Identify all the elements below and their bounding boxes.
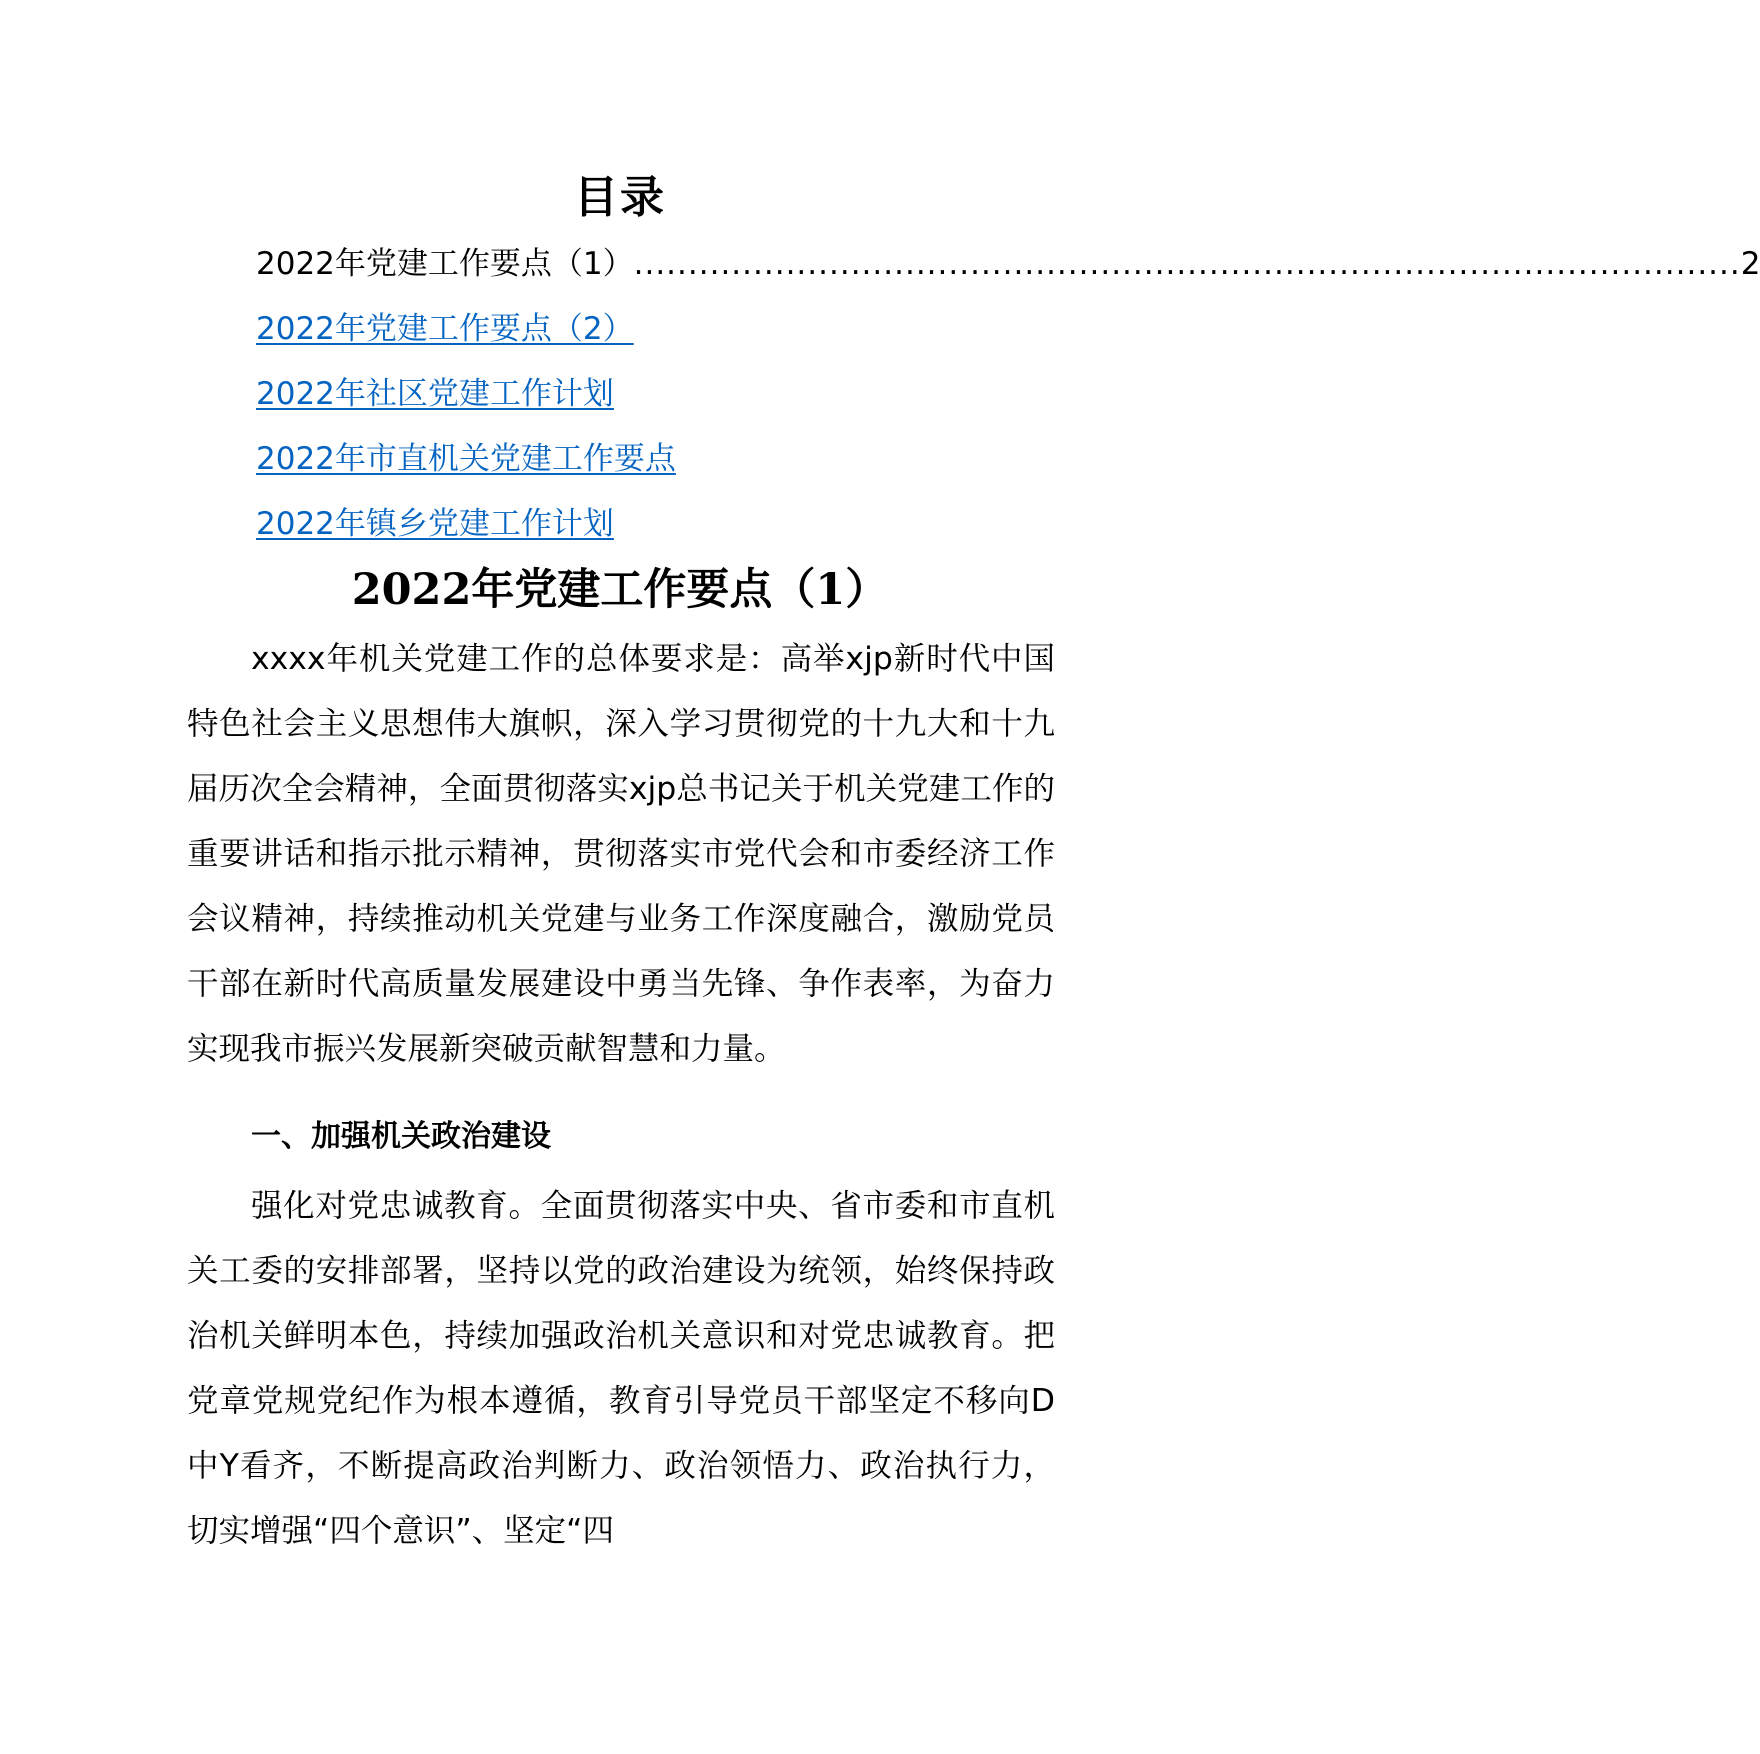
intro-paragraph: xxxx年机关党建工作的总体要求是：高举xjp新时代中国特色社会主义思想伟大旗帜，深入学习贯彻党的十九大和十九届历次全会精神，全面贯彻落实xjp总书记关于机关党建工作的重要讲话和指示批示精神，贯彻落实市党代会和市委经济工作会议精神，持续推动机关党建与业务工作深度融合，激励党员干部在新时代高质量发展建设中勇当先锋、争作表率，为奋力实现我市振兴发展新突破贡献智慧和力量。 [187,641,1055,1067]
section-heading: 一、加强机关政治建设 [251,1119,551,1154]
toc-link-5[interactable]: 2022年镇乡党建工作计划 [256,506,614,542]
toc-leader-dots: ...................................................................................................... [633,246,1741,282]
toc-entry-label: 2022年党建工作要点（1） [256,246,634,282]
toc-link-3[interactable]: 2022年社区党建工作计划 [256,376,614,412]
toc-entry-4[interactable] [256,427,1051,492]
toc-entry-1[interactable] [256,232,1760,297]
toc-title: 目录 [574,172,666,223]
toc-link-4[interactable]: 2022年市直机关党建工作要点 [256,441,676,477]
toc-entry-5[interactable] [256,492,1051,557]
toc-page-number: 2 [1740,246,1760,282]
toc-entry-3[interactable] [256,362,1051,427]
toc-link-2[interactable]: 2022年党建工作要点（2） [256,311,634,347]
document-title: 2022年党建工作要点（1） [351,565,889,615]
section-paragraph: 强化对党忠诚教育。全面贯彻落实中央、省市委和市直机关工委的安排部署，坚持以党的政治建设为统领，始终保持政治机关鲜明本色，持续加强政治机关意识和对党忠诚教育。把党章党规党纪作为根本遵循，教育引导党员干部坚定不移向D中Y看齐，不断提高政治判断力、政治领悟力、政治执行力，切实增强“四个意识”、坚定“四 [187,1188,1055,1549]
toc-entry-2[interactable] [256,297,1051,362]
document-body [187,627,1055,1564]
table-of-contents [256,232,1760,557]
